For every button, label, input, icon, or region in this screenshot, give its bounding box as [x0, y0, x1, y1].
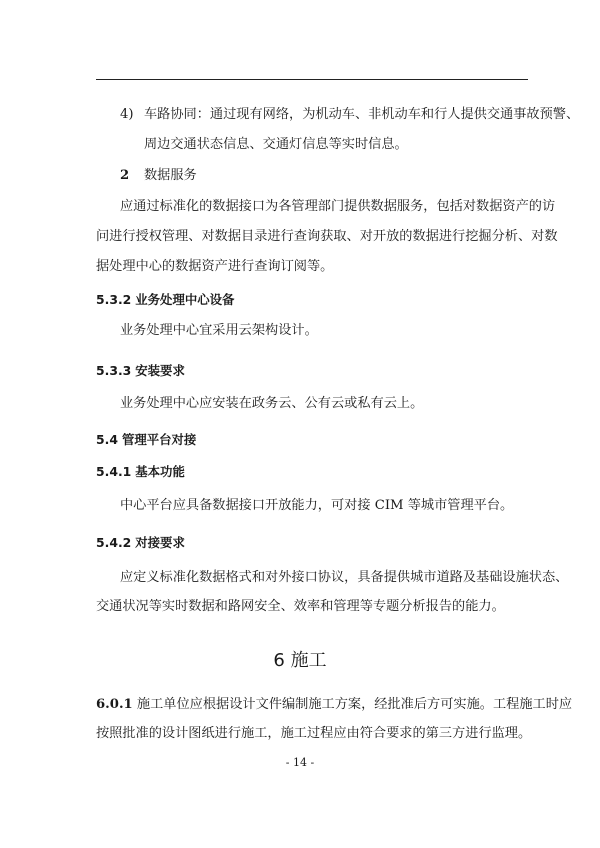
section-5-4-1-heading: [96, 462, 185, 482]
section-5-3-3-text: 业务处理中心应安装在政务云、公有云或私有云上。: [120, 396, 424, 411]
para-data-service-line2: 问进行授权管理、对数据目录进行查询获取、对开放的数据进行挖掘分析、对数: [96, 229, 558, 244]
list-item-4-text: 车路协同：通过现有网络，为机动车、非机动车和行人提供交通事故预警、: [144, 107, 580, 122]
section-5-3-3-number: 5.3.3: [96, 363, 132, 378]
section-5-4-1-title: 基本功能: [135, 464, 185, 479]
clause-6-0-1-line1: [96, 695, 573, 715]
para-data-service-line1: 应通过标准化的数据接口为各管理部门提供数据服务，包括对数据资产的访: [120, 199, 556, 214]
section-5-4-number: 5.4: [96, 432, 118, 447]
section-5-4-heading: [96, 430, 196, 450]
section-5-4-2-title: 对接要求: [135, 535, 185, 550]
section-5-3-3-title: 安装要求: [135, 363, 185, 378]
section-5-3-2-title: 业务处理中心设备: [135, 292, 235, 307]
clause-6-0-1-text: 施工单位应根据设计文件编制施工方案，经批准后方可实施。工程施工时应: [132, 697, 573, 712]
section-5-4-2-heading: [96, 533, 185, 553]
section-5-4-1-text: 中心平台应具备数据接口开放能力，可对接 CIM 等城市管理平台。: [120, 498, 514, 513]
list-item-4-line2: 周边交通状态信息、交通灯信息等实时信息。: [144, 137, 408, 152]
section-5-4-2-number: 5.4.2: [96, 535, 132, 550]
section-5-3-3-heading: [96, 361, 185, 381]
list-item-4-number: 4): [120, 107, 134, 122]
para-data-service-line3: 据处理中心的数据资产进行查询订阅等。: [96, 259, 334, 274]
item-2-title: 数据服务: [144, 168, 197, 183]
item-2-heading: [120, 166, 197, 186]
clause-6-0-1-line2: 按照批准的设计图纸进行施工，施工过程应由符合要求的第三方进行监理。: [96, 726, 532, 741]
section-5-4-title: 管理平台对接: [121, 432, 197, 447]
section-5-4-2-line1: 应定义标准化数据格式和对外接口协议，具备提供城市道路及基础设施状态、: [120, 570, 569, 585]
section-5-4-2-line2: 交通状况等实时数据和路网安全、效率和管理等专题分析报告的能力。: [96, 599, 505, 614]
section-5-3-2-heading: [96, 290, 234, 310]
page-number: - 14 -: [285, 756, 315, 769]
clause-6-0-1-number: 6.0.1: [96, 697, 133, 712]
header-rule: [96, 79, 528, 80]
item-2-number: 2: [120, 168, 130, 183]
section-5-3-2-text: 业务处理中心宜采用云架构设计。: [120, 323, 318, 338]
list-item-4-line1: [120, 105, 580, 125]
chapter-6-title: 6 施工: [273, 650, 327, 671]
section-5-4-1-number: 5.4.1: [96, 464, 132, 479]
section-5-3-2-number: 5.3.2: [96, 292, 132, 307]
